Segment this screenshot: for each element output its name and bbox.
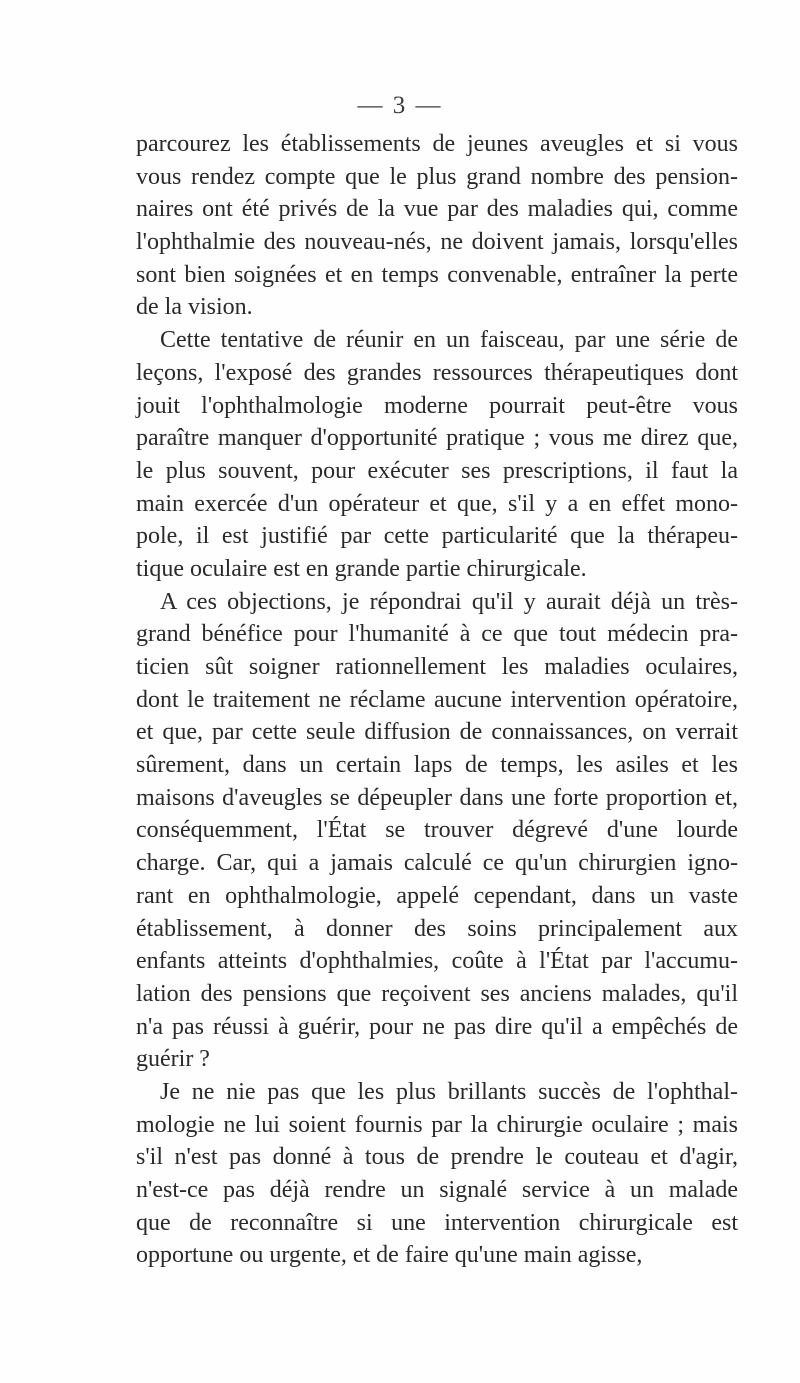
text-line: parcourez les établissements de jeunes aveugles et si vous: [136, 131, 738, 157]
text-line: Je ne nie pas que les plus brillants succès de l'ophthal-: [160, 1078, 738, 1105]
text-line: tique oculaire est en grande partie chirurgicale.: [136, 555, 587, 582]
text-line: dont le traitement ne réclame aucune intervention opératoire,: [136, 686, 738, 713]
text-line: n'est-ce pas déjà rendre un signalé service à un malade: [136, 1177, 738, 1203]
text-line: conséquemment, l'État se trouver dégrevé d'une lourde: [136, 817, 738, 844]
text-line: Cette tentative de réunir en un faisceau, par une série de: [160, 327, 738, 354]
text-line: le plus souvent, pour exécuter ses prescriptions, il faut la: [136, 457, 738, 484]
body-text: [136, 128, 738, 1272]
text-line: pole, il est justifié par cette particularité que la thérapeu-: [136, 523, 738, 550]
text-line: ticien sût soigner rationnellement les maladies oculaires,: [136, 654, 738, 680]
text-line: opportune ou urgente, et de faire qu'une main agisse,: [136, 1242, 643, 1269]
text-line: grand bénéfice pour l'humanité à ce que tout médecin pra-: [136, 621, 738, 648]
text-line: leçons, l'exposé des grandes ressources thérapeutiques dont: [136, 359, 738, 386]
text-line: que de reconnaître si une intervention chirurgicale est: [136, 1209, 738, 1236]
page-number: — 3 —: [357, 92, 443, 119]
text-line: s'il n'est pas donné à tous de prendre le couteau et d'agir,: [136, 1144, 738, 1171]
text-line: naires ont été privés de la vue par des maladies qui, comme: [136, 196, 738, 223]
text-line: rant en ophthalmologie, appelé cependant, dans un vaste: [136, 882, 738, 909]
text-line: A ces objections, je répondrai qu'il y aurait déjà un très-: [160, 588, 738, 615]
text-line: enfants atteints d'ophthalmies, coûte à l'État par l'accumu-: [136, 948, 738, 975]
text-line: vous rendez compte que le plus grand nombre des pension-: [136, 163, 738, 190]
text-line: guérir ?: [136, 1046, 210, 1073]
text-line: paraître manquer d'opportunité pratique ; vous me direz que,: [136, 425, 738, 452]
paragraph: [136, 324, 738, 586]
text-line: maisons d'aveugles se dépeupler dans une forte proportion et,: [136, 784, 738, 811]
text-line: jouit l'ophthalmologie moderne pourrait peut-être vous: [136, 392, 738, 419]
text-line: n'a pas réussi à guérir, pour ne pas dire qu'il a empêchés de: [136, 1013, 738, 1040]
text-line: et que, par cette seule diffusion de connaissances, on verrait: [136, 719, 738, 746]
text-line: mologie ne lui soient fournis par la chirurgie oculaire ; mais: [136, 1111, 738, 1138]
text-line: lation des pensions que reçoivent ses anciens malades, qu'il: [136, 980, 738, 1007]
text-line: main exercée d'un opérateur et que, s'il y a en effet mono-: [136, 490, 738, 517]
paragraph: [136, 586, 738, 1076]
text-line: charge. Car, qui a jamais calculé ce qu'un chirurgien igno-: [136, 850, 738, 877]
text-line: l'ophthalmie des nouveau-nés, ne doivent jamais, lorsqu'elles: [136, 229, 738, 256]
paragraph: [136, 1076, 738, 1272]
text-line: de la vision.: [136, 294, 253, 321]
text-line: sont bien soignées et en temps convenable, entraîner la perte: [136, 261, 738, 288]
text-line: établissement, à donner des soins principalement aux: [136, 915, 738, 942]
paragraph: [136, 128, 738, 324]
text-line: sûrement, dans un certain laps de temps, les asiles et les: [136, 752, 738, 779]
